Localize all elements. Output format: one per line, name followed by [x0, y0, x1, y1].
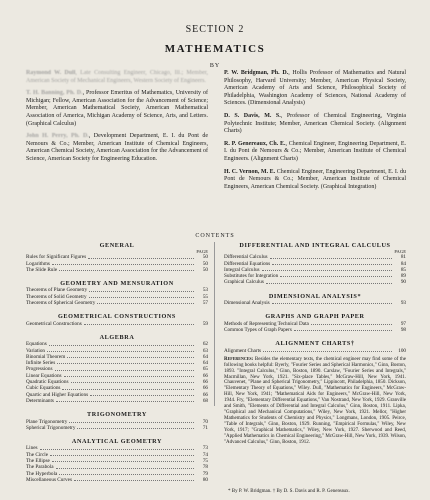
author-entry: Raymond W. Dull, Late Consulting Engineer, Chicago, Ill.; Member, American Society of Mechanical Engineers, Western Society of Engineers. [26, 70, 208, 84]
authors-left [26, 70, 208, 164]
right-groups [224, 243, 406, 354]
leader-dots [67, 354, 194, 358]
page-title: MATHEMATICS [164, 43, 266, 55]
leader-dots [89, 294, 194, 298]
leader-dots [270, 254, 392, 258]
entry-title: Alignment Charts [224, 347, 262, 354]
entry-page-number: 98 [400, 326, 406, 333]
column-divider [214, 242, 215, 406]
leader-dots [97, 300, 194, 304]
entry-page-number: 50 [202, 254, 208, 261]
entry-page-number: 57 [202, 300, 208, 307]
entry-page-number: 84 [400, 260, 406, 267]
entry-title: Quartic and Higher Equations [26, 391, 89, 398]
entry-title: Miscellaneous Curves [26, 476, 72, 483]
entry-title: Linear Equations [26, 372, 62, 379]
entry-page-number: 66 [202, 385, 208, 392]
entry-page-number: 66 [202, 391, 208, 398]
leader-dots [71, 379, 195, 383]
leader-dots [56, 464, 194, 468]
entry-title: Progressions [26, 366, 53, 373]
contents-entry [224, 348, 406, 354]
contents-heading-graphs-and-graph-paper: GRAPHS AND GRAPH PAPER [265, 313, 365, 321]
entry-title: Lines [26, 445, 38, 452]
leader-dots [50, 452, 194, 456]
leader-dots [64, 373, 194, 377]
contents-heading-algebra: ALGEBRA [99, 333, 135, 341]
leader-dots [57, 360, 194, 364]
contents-heading-dimensional-analysis: DIMENSIONAL ANALYSIS* [268, 292, 362, 300]
entry-title: The Circle [26, 451, 49, 458]
entry-title: Cubic Equations [26, 385, 61, 392]
entry-page-number: 89 [400, 273, 406, 280]
contents-heading-general: GENERAL [99, 242, 135, 249]
leader-dots [294, 327, 392, 331]
author-entry: D. S. Davis, M. S., Professor of Chemical Engineering, Virginia Polytechnic Institute; Member, American Chemical Society. (Alignment Charts) [224, 112, 406, 135]
entry-page-number: 66 [202, 379, 208, 386]
entry-page-number: 70 [202, 418, 208, 425]
contents-left-column [26, 243, 208, 483]
leader-dots [47, 348, 194, 352]
entry-page-number: 55 [202, 293, 208, 300]
entry-title: Methods of Representing Technical Data [224, 320, 309, 327]
entry-page-number: 78 [202, 464, 208, 471]
entry-title: Determinants [26, 397, 54, 404]
entry-page-number: 74 [202, 451, 208, 458]
leader-dots [262, 267, 392, 271]
entry-page-number: 65 [202, 366, 208, 373]
leader-dots [88, 254, 194, 258]
leader-dots [59, 471, 194, 475]
entry-title: Variation [26, 347, 46, 354]
page-column-label: PAGE [394, 249, 406, 255]
author-entry: T. H. Banning, Ph. D., Professor Emeritus of Mathematics, University of Michigan; Fellow, American Association for the Advancement of Science; Member, American Mathematical Society, American Mathematical Association of America, Michigan Academy of Science, Arts, and Letters. (Graphical Calculus) [26, 90, 208, 127]
leader-dots [52, 458, 194, 462]
section-label: SECTION 2 [185, 24, 245, 35]
contents-heading-alignment-charts: ALIGNMENT CHARTS† [275, 340, 355, 348]
leader-dots [272, 300, 392, 304]
entry-page-number: 100 [398, 347, 406, 354]
leader-dots [89, 287, 194, 291]
entry-page-number: 50 [202, 266, 208, 273]
leader-dots [62, 385, 194, 389]
entry-page-number: 63 [202, 347, 208, 354]
entry-title: Rules for Significant Figures [26, 254, 87, 261]
leader-dots [52, 261, 194, 265]
entry-title: Infinite Series [26, 360, 56, 367]
author-entry: John H. Perry, Ph. D., Development Department, E. I. du Pont de Nemours & Co.; Member, American Institute of Chemical Engineers, American Chemical Society, American Association for the Advancement of Science, American Society for Engineering Education. [26, 133, 208, 162]
contents-heading-geometrical-constructions: GEOMETRICAL CONSTRUCTIONS [58, 313, 176, 321]
entry-page-number: 90 [400, 279, 406, 286]
entry-title: Binomial Theorem [26, 353, 66, 360]
contents-heading-geometry-and-mensuration: GEOMETRY AND MENSURATION [60, 280, 174, 288]
leader-dots [90, 392, 194, 396]
entry-title: The Parabola [26, 464, 54, 471]
entry-title: The Hyperbola [26, 470, 58, 477]
entry-title: Differential Calculus [224, 254, 268, 261]
contents-right-column [224, 243, 406, 445]
entry-title: Logarithms [26, 260, 50, 267]
entry-page-number: 71 [202, 424, 208, 431]
entry-title: Theorems of Spherical Geometry [26, 300, 96, 307]
leader-dots [77, 425, 194, 429]
entry-title: Integral Calculus [224, 266, 260, 273]
entry-page-number: 50 [202, 260, 208, 267]
entry-title: Theorems of Solid Geometry [26, 293, 87, 300]
leader-dots [55, 366, 194, 370]
entry-title: Common Types of Graph Papers [224, 326, 292, 333]
entry-title: The Slide Rule [26, 266, 58, 273]
leader-dots [56, 398, 194, 402]
entry-page-number: 64 [202, 353, 208, 360]
footnote: * By P. W. Bridgman. † By D. S. Davis and R. P. Genereaux. [228, 489, 350, 494]
entry-page-number: 81 [400, 254, 406, 261]
entry-title: Geometrical Constructions [26, 320, 82, 327]
contents-entry [26, 477, 208, 483]
entry-page-number: 59 [202, 320, 208, 327]
entry-title: Dimensional Analysis [224, 300, 270, 307]
entry-page-number: 97 [400, 320, 406, 327]
leader-dots [74, 477, 194, 481]
entry-title: Equations [26, 341, 47, 348]
entry-page-number: 75 [202, 458, 208, 465]
entry-title: Spherical Trigonometry [26, 424, 76, 431]
entry-page-number: 93 [400, 300, 406, 307]
leader-dots [84, 321, 194, 325]
contents-heading-analytical-geometry: ANALYTICAL GEOMETRY [71, 438, 163, 446]
leader-dots [263, 348, 392, 352]
leader-dots [311, 321, 392, 325]
entry-page-number: 85 [400, 266, 406, 273]
entry-title: Substitutes for Integration [224, 273, 279, 280]
entry-page-number: 66 [202, 372, 208, 379]
page-column-label: PAGE [196, 249, 208, 255]
leader-dots [49, 341, 194, 345]
entry-title: Graphical Calculus [224, 279, 264, 286]
entry-page-number: 79 [202, 470, 208, 477]
entry-title: The Ellipse [26, 458, 50, 465]
entry-title: Quadratic Equations [26, 379, 69, 386]
leader-dots [272, 261, 392, 265]
entry-page-number: 68 [202, 397, 208, 404]
author-entry: H. C. Vernon, M. E. Chemical Engineer, Engineering Department, E. I. du Pont de Nemours & Co.; Member, American Institute of Chemical Engineers, American Chemical Society. (Graphical Integration) [224, 168, 406, 190]
leader-dots [40, 445, 194, 449]
entry-title: Differential Equations [224, 260, 271, 267]
entry-page-number: 64 [202, 360, 208, 367]
entry-page-number: 80 [202, 476, 208, 483]
contents-heading-trigonometry: TRIGONOMETRY [87, 411, 147, 419]
references-paragraph: References: Besides the elementary texts, the chemical engineer may find some of the following books helpful: Byerly, "Fourier Series and Spherical Harmonics," Ginn, Boston, 1893. "Integral Calculus," Ginn, Boston, 1890. Carslaw, "Fourier Series and Integrals," Macmillan, New York, 1921. "Six-place Tables," McGraw-Hill, New York, 1941. Chauvenet, "Plane and Spherical Trigonometry," Lippincott, Philadelphia, 1850. Dickson, "Elementary Theory of Equations," Wiley. Dull, "Mathematics for Engineers," McGraw-Hill, New York, 1941; "Mathematical Aids for Engineers," McGraw-Hill, New York, 1944. Fry, "Elementary Differential Equations," Van Nostrand, New York, 1929. Granville and Smith, "Elements of Differential and Integral Calculus," Ginn, Boston, 1911. Lipka, "Graphical and Mechanical Computations," Wiley, New York, 1921. Mellor, "Higher Mathematics for Students of Chemistry and Physics," Longmans, London, 1905. Peirce, "Table of Integrals," Ginn, Boston, 1929. Running, "Empirical Formulas," Wiley, New York, 1917; "Graphical Mathematics," Wiley, New York, 1927. Sherwood and Reed, "Applied Mathematics in Chemical Engineering," McGraw-Hill, New York, 1939. Wilson, "Advanced Calculus," Ginn, Boston, 1912. [224, 356, 406, 445]
entry-page-number: 53 [202, 287, 208, 294]
leader-dots [59, 267, 194, 271]
entry-title: Plane Trigonometry [26, 418, 68, 425]
entry-title: Theorems of Plane Geometry [26, 287, 88, 294]
entry-page-number: 62 [202, 341, 208, 348]
leader-dots [266, 279, 392, 283]
author-entry: P. W. Bridgman, Ph. D., Hollis Professor of Mathematics and Natural Philosophy, Harvard University; Member, American Physical Society, American Academy of Arts and Science, Philosophical Society of Philadelphia, Washington Academy of Sciences, National Academy of Sciences. (Dimensional Analysis) [224, 70, 406, 107]
contents-heading-differential-and-integral-calculus: DIFFERENTIAL AND INTEGRAL CALCULUS [239, 242, 391, 249]
author-entry: R. P. Genereaux, Ch. E., Chemical Engineer, Engineering Department, E. I. du Pont de Nemours & Co.; Member, American Institute of Chemical Engineers. (Alignment Charts) [224, 140, 406, 162]
leader-dots [69, 419, 194, 423]
leader-dots [280, 273, 392, 277]
authors-right [224, 70, 406, 191]
by-label: BY [209, 63, 221, 69]
entry-page-number: 73 [202, 445, 208, 452]
contents-heading: CONTENTS [195, 233, 235, 239]
